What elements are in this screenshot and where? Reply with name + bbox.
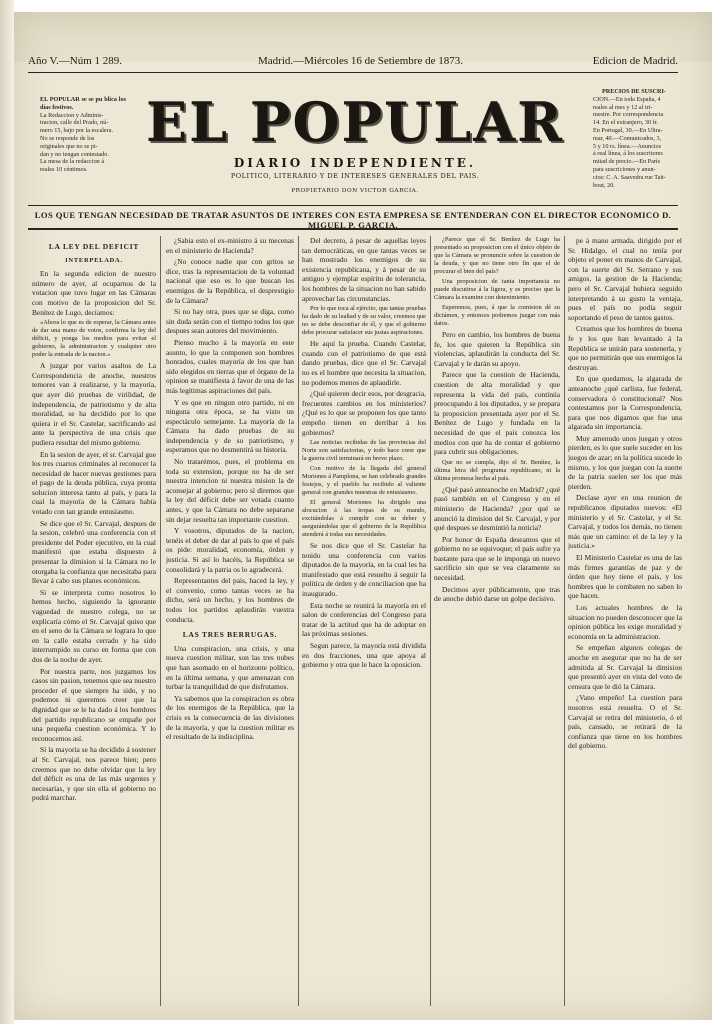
header-rule: [28, 72, 678, 73]
column-divider: [430, 236, 431, 1006]
column-divider: [160, 236, 161, 1006]
left-notice-line: originales que no se pi-: [40, 142, 98, 150]
article-paragraph: Una proposicion de tanta importancia no puede discutirse á la ligera, y es preciso que la Cámara la examine con detenimiento.: [434, 278, 560, 301]
column-5: [568, 236, 682, 1006]
left-notice-line: mero 15, bajo por la escalera.: [40, 127, 114, 135]
article-paragraph: Creamos que los hombres de buena fe y los que han levantado á la República se unirán para sostenerla, y que no permitirán que sus enemigos la destruyan.: [568, 324, 682, 372]
left-notice-line: La Redaccion y Adminis-: [40, 111, 104, 119]
right-notice-line: bout, 20.: [593, 181, 615, 189]
right-notice-title: PRECIOS DE SUSCRI-: [602, 88, 666, 95]
right-notice-line: cios: C. A. Saavedra rue Tait-: [593, 173, 666, 181]
article-paragraph: A juzgar por varios asaltos de La Correspondencia de anoche, nuestros temores van á realizarse, y la mayoría, que ayer dió pruebas de virilidad, de independencia, de patriotismo y de alta moralidad, se ha decidido por lo que quiera ir el Sr. Castelar, sacrificando así ante la perspectiva de una crisis que pudiera resultar del mismo gobierno.: [32, 361, 156, 447]
right-notice-line: En Portugal, 30.—En Ultra-: [593, 126, 663, 134]
column-divider: [298, 236, 299, 1006]
article-paragraph: Los actuales hombres de la situacion no pueden desconocer que la opinion pública les exige moralidad y economía en la administracion.: [568, 602, 682, 641]
article-paragraph: Si la mayoría se ha decidido á sostener al Sr. Carvajal, nos parece bien; pero creemos que no debe olvidar que la ley del déficit es una de las más urgentes y necesarias, y que sin ella el gobierno no podrá marchar.: [32, 745, 156, 803]
proprietor-line: PROPIETARIO DON VICTOR GARCIA.: [291, 188, 419, 194]
article-paragraph: Pero en cambio, los hombres de buena fe, los que quieren la República sin violencias, aplaudirán la conducta del Sr. Carvajal y le darán su apoyo.: [434, 330, 560, 368]
article-paragraph: ¿Parece que el Sr. Benítez de Lugo ha presentado su proposicion con el único objeto de que la Cámara se pronuncie sobre la cuestion de la deuda, y que no tiene otro fin que el de procurar el bien del país?: [434, 236, 560, 275]
left-notice-line: La mesa de la redaccion á: [40, 158, 105, 166]
newspaper-title: EL POPULAR: [145, 90, 564, 154]
article-paragraph: ¿Vano empeño! La cuestion para nosotros está resuelta. O el Sr. Carvajal se retira del ministerio, ó el país, cansado, se retirará de la confianza que tiene en los hombres del gobierno.: [568, 693, 682, 751]
article-paragraph: Pienso mucho á la mayoría en este asunto, lo que la componen son hombres honrados, cuales mayoría de los que han sido elegidos en tierras que el órgano de la opinion se manifiesta á favor de una de las más legítimas aspiraciones del país.: [166, 337, 294, 395]
article-paragraph: Representantes del pais, haced la ley, y el convenio, como tantas veces se ha dicho, será un hecho, y los hombres de todos los partidos aplaudirán vuestra conducta.: [166, 576, 294, 624]
article-paragraph: pe á mano armada, dirigido por el Sr. Hidalgo, el cual no tenía por objeto el poner en manos de Carvajal, con la suerte del Sr. Serrano y sus amigos, la gestion de la Hacienda; pero el Sr. Carvajal hubiera seguido interpretando á su gusto la ventaja, pues el país no podía seguir soportando el peso de tantos gastos.: [568, 236, 682, 322]
article-paragraph: Segun parece, la mayoría está dividida en dos fracciones, una que apoya al gobierno y otra que le hace la oposicion.: [302, 641, 426, 670]
article-paragraph: Se dice que el Sr. Carvajal, despues de la sesion, celebró una conferencia con el presidente del Poder ejecutivo, en la cual manifestó que estaba dispuesto á presentar la dimision si la Cámara no le otorgaba la confianza que necesitaba para llevar á cabo sus planes económicos.: [32, 518, 156, 586]
left-notice-line: reales 10 céntimos.: [40, 166, 88, 174]
article-paragraph: Se nos dice que el Sr. Castelar ha tenido una conferencia con varios diputados de la mayoría, en la cual les ha manifestado que está resuelto á seguir la política de órden y de conciliacion que ha inaugurado.: [302, 541, 426, 599]
article-paragraph: Muy amenudo unos juegan y otros pierden, es lo que suele suceder en los juegos de azar; en la política sucede lo mismo, y los que juegan con la suerte de la patria suelen ser los que más pierden.: [568, 433, 682, 491]
article-paragraph: En la sesion de ayer, el sr. Carvajal gue los tres cuartos criminales al reconocer la necesidad de hacer nuevas gestiones para el pago de la deuda pública, cuya pronta solucion interesa tanto al país, y para la cual la mayoría de la Cámara había votado con tan grande entusiasmo.: [32, 449, 156, 517]
column-3: [302, 236, 426, 1006]
right-notice-line: á real línea, á los suscritores: [593, 150, 663, 158]
article-paragraph: En la segunda edicion de nuestro número de ayer, al ocuparnos de la votacion que tuvo lugar en las Cámaras con motivo de la proposicion del Sr. Benítez de Lugo, decíamos:: [32, 269, 156, 317]
right-notice-line: para suscriciones y anun-: [593, 165, 656, 173]
right-notice-line: 5 y 10 rs. línea.—Anuncios: [593, 142, 662, 150]
article-paragraph: He aquí la prueba. Cuando Castelar, cuando con el patriotismo de que está dando pruebas, dice que el Sr. Carvajal no es el hombre que necesita la situacion, no podemos menos de aplaudirle.: [302, 339, 426, 387]
article-paragraph: Las noticias recibidas de las provincias del Norte son satisfactorias, y todo hace creer que la guerra civil terminará en breve plazo.: [302, 439, 426, 463]
right-notice-line: CION.—En toda España, 4: [593, 95, 661, 103]
article-paragraph: Una conspiracion, una crisis, y una nueva cuestion militar, son las tres nubes que han asomado en el horizonte político, en la última semana, y que amenazan con turbar la tranquilidad de que disfrutamos.: [166, 643, 294, 692]
article-paragraph: Decíase ayer en una reunion de republicanos diputados nuevos: «El ministerio y el Sr. Castelar, y el Sr. Carvajal, y todos los demás, no tienen más que un camino: el de la ley y la justicia.»: [568, 493, 682, 551]
column-2: [166, 236, 294, 1006]
article-paragraph: Con motivo de la llegada del general Moriones á Pamplona, se han celebrado grandes festejos, y el pueblo ha recibido al valiente general con grandes muestras de entusiasmo.: [302, 465, 426, 497]
article-paragraph: ¿Qué quieren decir esos, por desgracia, frecuentes cambios en los ministerios? ¿Qué es lo que se proponen los que tanto empeño tienen en derribar á los gobiernos?: [302, 389, 426, 437]
article-paragraph: Por nuestra parte, nos juzgamos los casos sin pasion, tenemos que sea nuestro proceder el que siempre ha sido, y no podemos ni queremos creer que la dignidad que se le ha dado á los hombres del partido republicano se empañe por una pequeña cuestion económica. Y lo reconocemos así.: [32, 666, 156, 743]
column-divider: [564, 236, 565, 1006]
article-paragraph: Por honor de España deseamos que el gobierno no se equivoque; el país sufre ya bastante para que se le imponga un nuevo sacrificio sin que se vea claramente su necesidad.: [434, 534, 560, 583]
binding-edge: [0, 0, 14, 1024]
article-paragraph: Esta noche se reunirá la mayoría en el salon de conferencias del Congreso para tratar de la actitud que ha de adoptar en las próximas sesiones.: [302, 600, 426, 639]
banner-rule-top: [28, 205, 678, 206]
article-paragraph: Si no hay otra, pues que se diga, como sin duda serán con el tiempo todos los que despues sean autores del movimiento.: [166, 307, 294, 336]
left-notice-lead: EL POPULAR se se pu blica los días festivos.: [40, 96, 126, 111]
article-quote: «Ahora lo que es de esperar, la Cámara antes de dar una mano de votos, confirma la ley del déficit, y ponga los medios para evitar el gobierno, la administracion y cualquier otro poder la entrada de la nacion.»: [32, 319, 156, 359]
article-paragraph: Que no se cumpla, dijo el Sr. Benítez, la última letra del programa republicano, ni la última promesa hecha al país.: [434, 458, 560, 482]
right-notice-line: reales al mes y 12 al tri-: [593, 103, 653, 111]
article-paragraph: El Ministerio Castelar es una de las más firmes garantías de paz y de órden que hoy tiene el país, y los hombres que le combaten no saben lo que hacen.: [568, 553, 682, 601]
article-paragraph: Y vosotros, diputados de la nacion, tenéis el deber de dar al país lo que el país os pide: moralidad, economía, órden y justicia. Si así lo hacéis, la República se consolidará y la patria os lo agradecerá.: [166, 526, 294, 574]
article-heading: LA LEY DEL DEFICIT: [48, 242, 140, 251]
right-notice-line: mar, 40.—Comunicados, 3,: [593, 134, 662, 142]
article-paragraph: En que quedamos, la algarada de anteanoche ¿qué carlista, fue federal, conservadora ó constitucional? Nos contestamos por la Correspondencia, para que nos digamos que fue una algarada sin importancia.: [568, 374, 682, 432]
left-notice-line: dan y no tengan contestado.: [40, 150, 109, 158]
newspaper-tagline: POLITICO, LITERARIO Y DE INTERESES GENERALES DEL PAIS.: [230, 172, 480, 180]
article-paragraph: Si se interpreta como nosotros lo hemos hecho, siguiendo la ignorante vaguedad de nuestro colega, no se explicaría cómo el Sr. Carvajal quiso que en el seno de la Cámara se lograra lo que en la calle estaba cerrado y ha sido interrumpido su curso en forma que con dos de la noche de ayer.: [32, 587, 156, 664]
dateline: Madrid.—Miércoles 16 de Setiembre de 1873.: [258, 55, 463, 67]
column-4: [434, 236, 560, 1006]
right-notice-line: 14. En el extranjero, 30 fr.: [593, 119, 658, 127]
article-paragraph: Por lo que toca al ejército, que tantas pruebas ha dado de su lealtad y de su valor, creemos que no se debe desconfiar de él, y que el gobierno debe procurar satisfacer sus justas aspiraciones.: [302, 305, 426, 337]
article-paragraph: Esperemos, pues, á que la comision dé su dictámen, y entonces podremos juzgar con más datos.: [434, 304, 560, 327]
article-paragraph: El general Moriones ha dirigido una alocucion á las tropas de su mando, excitándolas á cumplir con su deber y asegurándolas que el gobierno de la República atenderá á todas sus necesidades.: [302, 499, 426, 539]
article-paragraph: Ya sabemos que la conspiracion es obra de los enemigos de la República, que la crisis es la consecuencia de las divisiones de la mayoría, y que la cuestion militar es el resultado de la indisciplina.: [166, 693, 294, 742]
article-paragraph: ¿Qué pasó anteanoche en Madrid? ¿qué pasó también en el Congreso y en el ministerio de Hacienda? ¿por qué se anunció la dimision del Sr. Carvajal, y por qué despues se desmintió la noticia?: [434, 484, 560, 533]
article-paragraph: No tratarémos, pues, el problema en toda su extension, porque no ha de ser nuestra intencion ni nuestra mision la de aconsejar al gobierno; pero sí diremos que la ley del déficit debe ser votada cuanto antes, y que la Cámara no debe separarse sin dejar resuelta tan importante cuestion.: [166, 457, 294, 524]
article-heading: LAS TRES BERRUGAS.: [182, 630, 278, 640]
article-paragraph: Se empeñan algunos colegas de anoche en asegurar que no ha de ser admitida al Sr. Carvajal la dimision que presentó ayer en vista del voto de censura que le dió la Cámara.: [568, 643, 682, 691]
right-notice-line: mestre. Por correspondencia: [593, 111, 664, 119]
article-paragraph: Parece que la cuestion de Hacienda, cuestion de alta moralidad y que representa la vida del país, continúa preocupando á los diputados, y se prepara la proposicion presentada ayer por el Sr. Benítez de Lugo y fundada en la necesidad de que el país conozca los medios con que ha de contar el gobierno para cubrir sus obligaciones.: [434, 370, 560, 457]
article-paragraph: Decimos ayer públicamente, que tras de anoche debió darse un golpe decisivo.: [434, 584, 560, 604]
article-paragraph: ¿No conoce nadie que con gritos se dice, tras la representacion de la voluntad nacional que eso es lo que buscan los enemigos de la República, el desprestigio de la Cámara?: [166, 257, 294, 305]
issue-number: Año V.—Núm 1 289.: [28, 55, 123, 67]
right-notice-line: mitad de precio.—En París: [593, 158, 661, 166]
article-paragraph: ¿Sabia esto el ex-ministro á su mecenas en el ministerio de Hacienda?: [166, 236, 294, 255]
right-notice-box: [593, 88, 675, 189]
edition-label: Edicion de Madrid.: [592, 55, 678, 67]
left-notice-box: [40, 96, 126, 174]
left-notice-line: tracion, calle del Prado, nú-: [40, 119, 109, 127]
newspaper-subtitle: DIARIO INDEPENDIENTE.: [233, 156, 477, 170]
left-notice-line: No se responde de los: [40, 134, 95, 142]
article-paragraph: Y es que en ningun otro partido, ni en ninguna otra época, se ha visto un espectáculo semejante. La mayoría de la Cámara ha dado pruebas de su independencia y de su patriotismo, y esperamos que no desmentirá su historia.: [166, 397, 294, 455]
banner-advertisement: LOS QUE TENGAN NECESIDAD DE TRATAR ASUNTOS DE INTERES CON ESTA EMPRESA SE ENTENDERAN CON EL DIRECTOR ECONOMICO D. MIGUEL P. GARCIA.: [34, 210, 672, 230]
article-subheading: INTERPELADA.: [65, 256, 123, 264]
article-paragraph: Del decreto, á pesar de aquellas leyes tan democráticas, en que tantas veces se han mostrado los enemigos de su existencia republicana, y á pesar de su antiguo y ejemplar espíritu de tolerancia, los hombres de la situacion no han sabido aprovechar las circunstancias.: [302, 236, 426, 303]
column-1: [32, 236, 156, 1006]
banner-rule-bottom: [28, 228, 678, 230]
